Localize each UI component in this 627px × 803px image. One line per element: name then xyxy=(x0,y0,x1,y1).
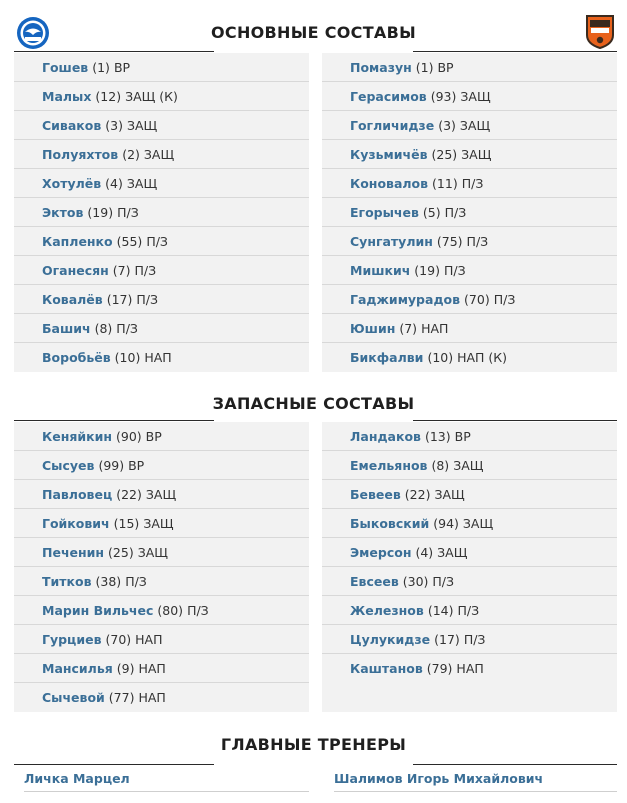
player-name-link[interactable]: Кеняйкин xyxy=(42,428,112,444)
player-name-link[interactable]: Эктов xyxy=(42,204,84,220)
player-row xyxy=(14,285,309,314)
player-number: (90) xyxy=(116,428,142,444)
player-row xyxy=(14,256,309,285)
player-position: П/З xyxy=(463,631,486,647)
player-number: (13) xyxy=(424,428,451,444)
player-number: (80) xyxy=(157,602,184,618)
player-row xyxy=(322,480,617,509)
player-row xyxy=(322,256,617,285)
player-row xyxy=(322,654,617,683)
player-number: (14) xyxy=(427,602,454,618)
player-row xyxy=(322,198,617,227)
player-row xyxy=(14,596,309,625)
player-position: ЗАЩ xyxy=(137,544,168,560)
home-coach-link[interactable] xyxy=(24,766,309,792)
player-name-link[interactable]: Марин Вильчес xyxy=(42,602,154,618)
lineups-title-line-left xyxy=(14,51,214,52)
player-name-link[interactable]: Железнов xyxy=(350,602,424,618)
player-position: П/З xyxy=(187,602,209,618)
player-row xyxy=(14,227,309,256)
player-position: НАП (К) xyxy=(457,350,508,365)
player-number: (19) xyxy=(87,204,114,220)
player-position: ВР xyxy=(437,59,454,75)
player-number: (17) xyxy=(106,291,133,307)
player-position: НАП xyxy=(135,631,163,647)
player-position: НАП xyxy=(456,661,484,676)
away-coach-name[interactable]: Шалимов Игорь Михайлович xyxy=(334,771,544,786)
player-position: ВР xyxy=(145,428,162,444)
player-name-link[interactable]: Полуяхтов xyxy=(42,146,119,162)
player-position: ЗАЩ xyxy=(126,175,158,191)
player-name-link[interactable]: Воробьёв xyxy=(42,350,111,365)
player-number: (93) xyxy=(430,88,457,104)
player-row xyxy=(14,509,309,538)
player-name-link[interactable]: Каштанов xyxy=(350,661,423,676)
player-row xyxy=(322,285,617,314)
subs-title: ЗАПАСНЫЕ СОСТАВЫ xyxy=(212,394,415,413)
player-row xyxy=(14,53,309,82)
player-name-link[interactable]: Бикфалви xyxy=(350,350,424,365)
player-row xyxy=(14,82,309,111)
player-name-link[interactable]: Гогличидзе xyxy=(350,117,435,133)
player-row xyxy=(14,538,309,567)
home-starters-list xyxy=(14,53,309,372)
player-name-link[interactable]: Герасимов xyxy=(350,88,427,104)
player-number: (8) xyxy=(431,457,450,473)
player-row xyxy=(14,683,309,712)
player-name-link[interactable]: Емельянов xyxy=(350,457,428,473)
player-name-link[interactable]: Титков xyxy=(42,573,92,589)
player-number: (3) xyxy=(105,117,123,133)
player-position: НАП xyxy=(144,350,172,365)
player-row xyxy=(14,654,309,683)
player-name-link[interactable]: Егорычев xyxy=(350,204,419,220)
player-position: П/З xyxy=(457,602,480,618)
player-number: (1) xyxy=(415,59,434,75)
player-number: (7) xyxy=(112,262,131,278)
player-number: (9) xyxy=(116,660,135,676)
player-position: ЗАЩ xyxy=(437,544,468,560)
player-position: П/З xyxy=(125,573,147,589)
player-position: ЗАЩ xyxy=(459,117,491,133)
home-coach-name[interactable]: Личка Марцел xyxy=(24,771,130,786)
player-row xyxy=(322,53,617,82)
player-name-link[interactable]: Малых xyxy=(42,88,92,104)
player-position: П/З xyxy=(461,175,484,191)
home-subs-list xyxy=(14,422,309,712)
player-row xyxy=(322,625,617,654)
player-row xyxy=(322,596,617,625)
player-name-link[interactable]: Бевеев xyxy=(350,486,401,502)
player-position: ЗАЩ xyxy=(462,515,494,531)
away-coach-link[interactable] xyxy=(334,766,617,792)
player-row xyxy=(14,314,309,343)
lineups-title: ОСНОВНЫЕ СОСТАВЫ xyxy=(211,23,416,42)
player-position: ВР xyxy=(128,457,145,473)
player-name-link[interactable]: Мишкич xyxy=(350,262,411,278)
player-name-link[interactable]: Сысуев xyxy=(42,457,95,473)
coaches-title-line-left xyxy=(14,764,214,765)
player-number: (19) xyxy=(414,262,440,278)
player-name-link[interactable]: Евсеев xyxy=(350,573,399,589)
player-name-link[interactable]: Мансилья xyxy=(42,660,113,676)
player-name-link[interactable]: Цулукидзе xyxy=(350,631,431,647)
player-name-link[interactable]: Оганесян xyxy=(42,262,109,278)
player-name-link[interactable]: Сычевой xyxy=(42,690,105,705)
player-position: ВР xyxy=(454,428,471,444)
player-number: (2) xyxy=(122,146,140,162)
player-position: П/З xyxy=(493,291,516,307)
player-position: НАП xyxy=(138,660,166,676)
player-name-link[interactable]: Капленко xyxy=(42,233,113,249)
player-row xyxy=(322,451,617,480)
player-number: (25) xyxy=(431,146,458,162)
coaches-title: ГЛАВНЫЕ ТРЕНЕРЫ xyxy=(220,735,407,754)
player-number: (70) xyxy=(105,631,132,647)
player-name-link[interactable]: Быковский xyxy=(350,515,430,531)
player-row xyxy=(14,111,309,140)
player-position: ЗАЩ (К) xyxy=(125,88,178,104)
player-row xyxy=(14,140,309,169)
away-subs-list xyxy=(322,422,617,712)
player-number: (79) xyxy=(426,661,453,676)
player-position: П/З xyxy=(134,262,157,278)
player-name-link[interactable]: Эмерсон xyxy=(350,544,412,560)
player-position: П/З xyxy=(432,573,455,589)
player-position: П/З xyxy=(116,320,138,336)
player-position: ЗАЩ xyxy=(143,515,174,531)
player-number: (70) xyxy=(464,291,490,307)
player-position: П/З xyxy=(146,233,168,249)
player-name-link[interactable]: Ландаков xyxy=(350,428,421,444)
player-number: (94) xyxy=(433,515,459,531)
player-position: ЗАЩ xyxy=(460,88,491,104)
player-number: (7) xyxy=(399,320,418,336)
player-number: (4) xyxy=(105,175,123,191)
player-row xyxy=(14,567,309,596)
player-row xyxy=(14,480,309,509)
player-row xyxy=(14,625,309,654)
player-row xyxy=(322,227,617,256)
player-row xyxy=(322,538,617,567)
player-name-link[interactable]: Помазун xyxy=(350,59,412,75)
player-position: ЗАЩ xyxy=(453,457,484,473)
player-number: (38) xyxy=(95,573,122,589)
player-row xyxy=(322,343,617,372)
player-name-link[interactable]: Гаджимурадов xyxy=(350,291,461,307)
player-row xyxy=(322,314,617,343)
player-row xyxy=(14,451,309,480)
player-position: ЗАЩ xyxy=(143,146,175,162)
player-name-link[interactable]: Гошев xyxy=(42,59,89,75)
player-number: (10) xyxy=(114,350,141,365)
player-number: (30) xyxy=(402,573,429,589)
player-number: (10) xyxy=(427,350,454,365)
player-name-link[interactable]: Павловец xyxy=(42,486,113,502)
player-row xyxy=(322,82,617,111)
player-number: (11) xyxy=(432,175,458,191)
player-number: (12) xyxy=(95,88,122,104)
player-name-link[interactable]: Башич xyxy=(42,320,91,336)
player-position: П/З xyxy=(117,204,139,220)
player-row xyxy=(322,422,617,451)
player-position: ЗАЩ xyxy=(145,486,177,502)
player-position: П/З xyxy=(444,204,467,220)
player-number: (99) xyxy=(98,457,125,473)
player-number: (15) xyxy=(113,515,140,531)
player-number: (5) xyxy=(422,204,441,220)
player-number: (75) xyxy=(436,233,463,249)
player-name-link[interactable]: Коновалов xyxy=(350,175,429,191)
player-number: (17) xyxy=(434,631,460,647)
ural-club-logo-icon xyxy=(585,13,615,49)
player-number: (77) xyxy=(108,690,135,705)
player-name-link[interactable]: Гойкович xyxy=(42,515,110,531)
player-name-link[interactable]: Сиваков xyxy=(42,117,102,133)
player-number: (3) xyxy=(438,117,456,133)
player-number: (55) xyxy=(116,233,143,249)
player-position: ВР xyxy=(113,59,131,75)
player-name-link[interactable]: Хотулёв xyxy=(42,175,102,191)
player-name-link[interactable]: Юшин xyxy=(350,320,396,336)
player-row xyxy=(14,198,309,227)
player-number: (1) xyxy=(92,59,110,75)
subs-title-line-right xyxy=(413,420,617,421)
player-number: (4) xyxy=(415,544,434,560)
player-position: НАП xyxy=(138,690,166,705)
player-row xyxy=(322,169,617,198)
player-name-link[interactable]: Сунгатулин xyxy=(350,233,433,249)
subs-title-line-left xyxy=(14,420,214,421)
player-number: (22) xyxy=(404,486,431,502)
lineups-title-line-right xyxy=(413,51,617,52)
player-name-link[interactable]: Кузьмичёв xyxy=(350,146,428,162)
player-position: П/З xyxy=(136,291,158,307)
player-row xyxy=(322,111,617,140)
player-row xyxy=(322,140,617,169)
player-row xyxy=(14,422,309,451)
player-number: (8) xyxy=(94,320,113,336)
player-name-link[interactable]: Гурциев xyxy=(42,631,102,647)
player-position: ЗАЩ xyxy=(434,486,465,502)
player-row xyxy=(322,567,617,596)
player-number: (22) xyxy=(116,486,142,502)
player-position: НАП xyxy=(421,320,449,336)
player-number: (25) xyxy=(108,544,134,560)
player-name-link[interactable]: Печенин xyxy=(42,544,105,560)
coaches-title-line-right xyxy=(413,764,617,765)
player-row xyxy=(14,343,309,372)
player-row xyxy=(322,509,617,538)
away-starters-list xyxy=(322,53,617,372)
player-position: ЗАЩ xyxy=(126,117,158,133)
player-position: П/З xyxy=(466,233,489,249)
player-position: П/З xyxy=(443,262,466,278)
player-position: ЗАЩ xyxy=(461,146,492,162)
player-row xyxy=(14,169,309,198)
player-name-link[interactable]: Ковалёв xyxy=(42,291,103,307)
